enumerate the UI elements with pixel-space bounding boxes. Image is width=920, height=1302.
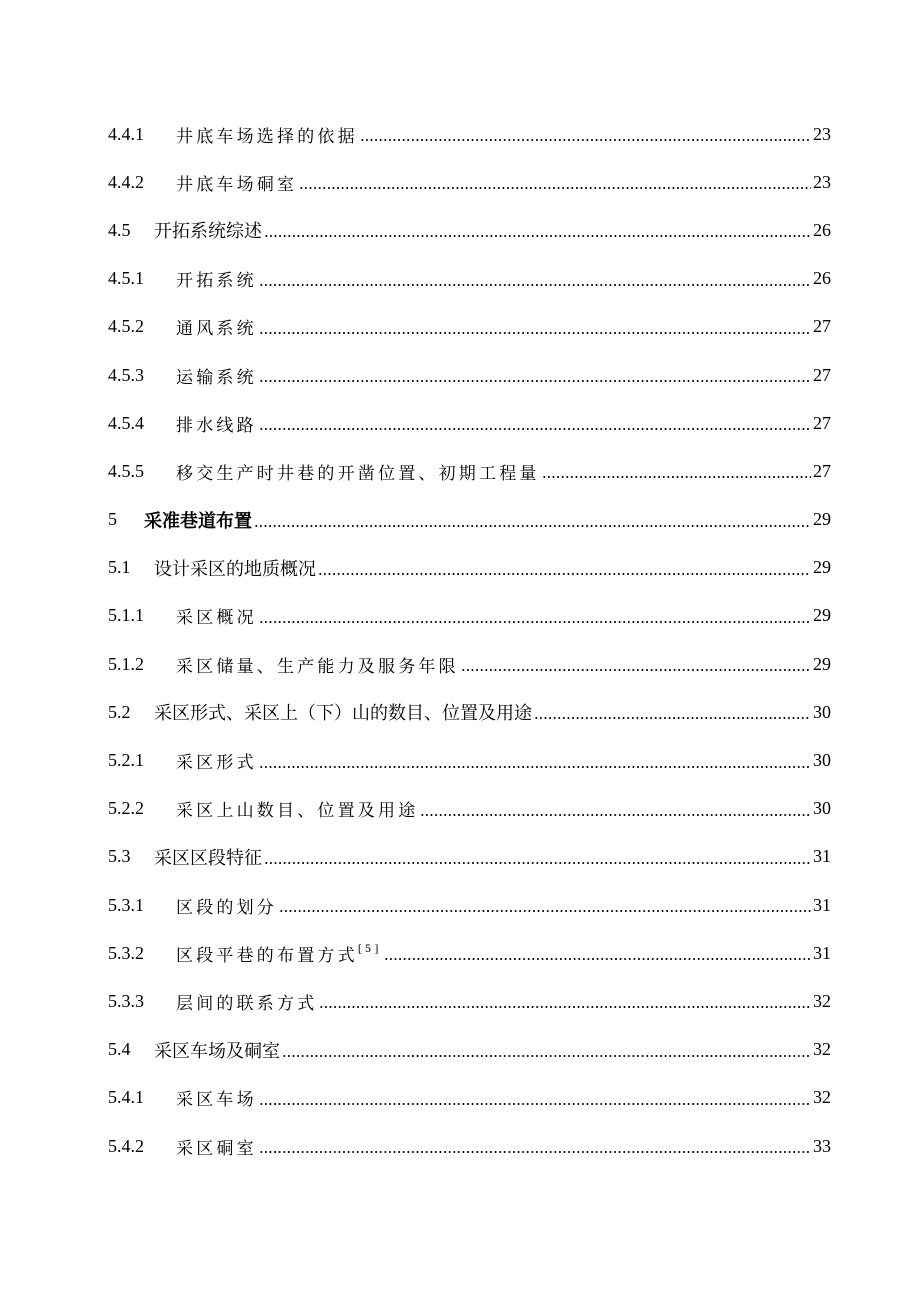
toc-entry-number: 5.3.2 xyxy=(108,942,144,963)
toc-entry-number: 5.4.1 xyxy=(108,1087,144,1108)
toc-entry-page: 23 xyxy=(813,171,831,192)
toc-entry-title: 井底车场选择的依据 xyxy=(176,126,358,147)
dot-leader xyxy=(542,476,811,478)
toc-entry-number: 4.5.1 xyxy=(108,268,144,289)
dot-leader xyxy=(318,573,811,575)
toc-entry[interactable] xyxy=(0,1026,920,1074)
dot-leader xyxy=(461,669,811,671)
toc-entry-number: 4.5 xyxy=(108,219,131,240)
dot-leader xyxy=(264,235,811,237)
toc-entry-page: 23 xyxy=(813,123,831,144)
toc-entry-title: 设计采区的地质概况 xyxy=(154,558,316,580)
toc-entry-page: 27 xyxy=(813,316,831,337)
dot-leader xyxy=(299,187,811,189)
dot-leader xyxy=(259,766,811,768)
toc-entry-page: 32 xyxy=(813,1039,831,1060)
toc-entry-title: 运输系统 xyxy=(176,367,257,388)
toc-entry-page: 33 xyxy=(813,1135,831,1156)
toc-entry-title: 区段的划分 xyxy=(176,897,277,918)
toc-entry-page: 26 xyxy=(813,268,831,289)
toc-entry-number: 5.2.2 xyxy=(108,798,144,819)
dot-leader xyxy=(259,621,811,623)
toc-entry-page: 32 xyxy=(813,990,831,1011)
dot-leader xyxy=(254,525,811,527)
toc-entry[interactable] xyxy=(0,110,920,158)
toc-entry-number: 5.1 xyxy=(108,557,131,578)
toc-entry-page: 26 xyxy=(813,219,831,240)
toc-entry-number: 5.3 xyxy=(108,846,131,867)
toc-entry-title xyxy=(176,941,382,966)
citation-mark: [5] xyxy=(357,944,382,956)
toc-entry-number: 5.3.1 xyxy=(108,894,144,915)
toc-entry-title: 采区硐室 xyxy=(176,1138,257,1159)
toc-entry-number: 5 xyxy=(108,509,117,530)
dot-leader xyxy=(259,332,811,334)
toc-entry-number: 4.4.2 xyxy=(108,171,144,192)
toc-entry-page: 29 xyxy=(813,605,831,626)
dot-leader xyxy=(259,428,811,430)
dot-leader xyxy=(259,1103,811,1105)
toc-entry-page: 31 xyxy=(813,942,831,963)
toc-entry[interactable] xyxy=(0,688,920,736)
toc-entry[interactable] xyxy=(0,399,920,447)
toc-entry-title: 开拓系统综述 xyxy=(154,221,262,243)
toc-entry-title: 开拓系统 xyxy=(176,271,257,292)
toc-entry-page: 27 xyxy=(813,364,831,385)
dot-leader xyxy=(259,1151,811,1153)
dot-leader xyxy=(534,717,811,719)
toc-entry-page: 31 xyxy=(813,894,831,915)
toc-entry-number: 4.5.5 xyxy=(108,460,144,481)
toc-entry-page: 29 xyxy=(813,509,831,530)
toc-entry-page: 30 xyxy=(813,750,831,771)
toc-entry[interactable] xyxy=(0,736,920,784)
toc-entry-number: 5.1.2 xyxy=(108,653,144,674)
toc-entry[interactable] xyxy=(0,592,920,640)
dot-leader xyxy=(282,1055,811,1057)
toc-entry[interactable] xyxy=(0,1122,920,1170)
dot-leader xyxy=(259,380,811,382)
toc-entry-number: 5.4.2 xyxy=(108,1135,144,1156)
toc-entry-title: 采区储量、生产能力及服务年限 xyxy=(176,656,459,677)
dot-leader xyxy=(264,862,811,864)
toc-entry-title: 采区上山数目、位置及用途 xyxy=(176,801,419,822)
table-of-contents xyxy=(0,110,920,1170)
toc-entry[interactable] xyxy=(0,544,920,592)
dot-leader xyxy=(384,958,811,960)
toc-entry[interactable] xyxy=(0,1074,920,1122)
toc-entry-title: 采区形式 xyxy=(176,753,257,774)
dot-leader xyxy=(319,1006,811,1008)
toc-entry-title: 采区区段特征 xyxy=(154,847,262,869)
dot-leader xyxy=(420,814,811,816)
toc-entry[interactable] xyxy=(0,496,920,544)
toc-entry[interactable] xyxy=(0,351,920,399)
toc-entry-page: 32 xyxy=(813,1087,831,1108)
toc-entry-page: 27 xyxy=(813,460,831,481)
toc-entry-title: 采区车场 xyxy=(176,1090,257,1111)
toc-entry-title-text: 区段平巷的布置方式 xyxy=(176,945,358,966)
toc-entry[interactable] xyxy=(0,255,920,303)
toc-entry-page: 29 xyxy=(813,653,831,674)
toc-entry-page: 29 xyxy=(813,557,831,578)
toc-entry[interactable] xyxy=(0,206,920,254)
toc-entry-title: 通风系统 xyxy=(176,319,257,340)
toc-entry-number: 4.4.1 xyxy=(108,123,144,144)
dot-leader xyxy=(279,910,811,912)
toc-entry-number: 5.3.3 xyxy=(108,990,144,1011)
toc-entry-page: 30 xyxy=(813,798,831,819)
toc-entry[interactable] xyxy=(0,447,920,495)
toc-entry-title: 采区概况 xyxy=(176,608,257,629)
dot-leader xyxy=(360,139,811,141)
toc-entry[interactable] xyxy=(0,785,920,833)
toc-entry[interactable] xyxy=(0,977,920,1025)
toc-entry-page: 30 xyxy=(813,701,831,722)
toc-entry-title: 采区形式、采区上（下）山的数目、位置及用途 xyxy=(154,703,532,725)
toc-entry[interactable] xyxy=(0,158,920,206)
toc-entry[interactable] xyxy=(0,303,920,351)
toc-entry-title: 移交生产时井巷的开凿位置、初期工程量 xyxy=(176,463,540,484)
toc-entry-number: 4.5.3 xyxy=(108,364,144,385)
toc-entry-title: 井底车场硐室 xyxy=(176,174,298,195)
toc-entry-number: 4.5.4 xyxy=(108,412,144,433)
toc-entry-number: 5.2 xyxy=(108,701,131,722)
toc-entry-title: 采区车场及硐室 xyxy=(154,1040,280,1062)
toc-entry-number: 5.2.1 xyxy=(108,750,144,771)
toc-entry-number: 4.5.2 xyxy=(108,316,144,337)
toc-entry-page: 31 xyxy=(813,846,831,867)
dot-leader xyxy=(259,284,811,286)
toc-entry[interactable] xyxy=(0,833,920,881)
toc-entry[interactable] xyxy=(0,929,920,977)
toc-entry-title: 采准巷道布置 xyxy=(144,510,252,532)
toc-entry-title: 排水线路 xyxy=(176,415,257,436)
toc-entry[interactable] xyxy=(0,640,920,688)
toc-entry-page: 27 xyxy=(813,412,831,433)
toc-entry-number: 5.4 xyxy=(108,1039,131,1060)
toc-entry-number: 5.1.1 xyxy=(108,605,144,626)
toc-entry[interactable] xyxy=(0,881,920,929)
toc-entry-title: 层间的联系方式 xyxy=(176,993,318,1014)
